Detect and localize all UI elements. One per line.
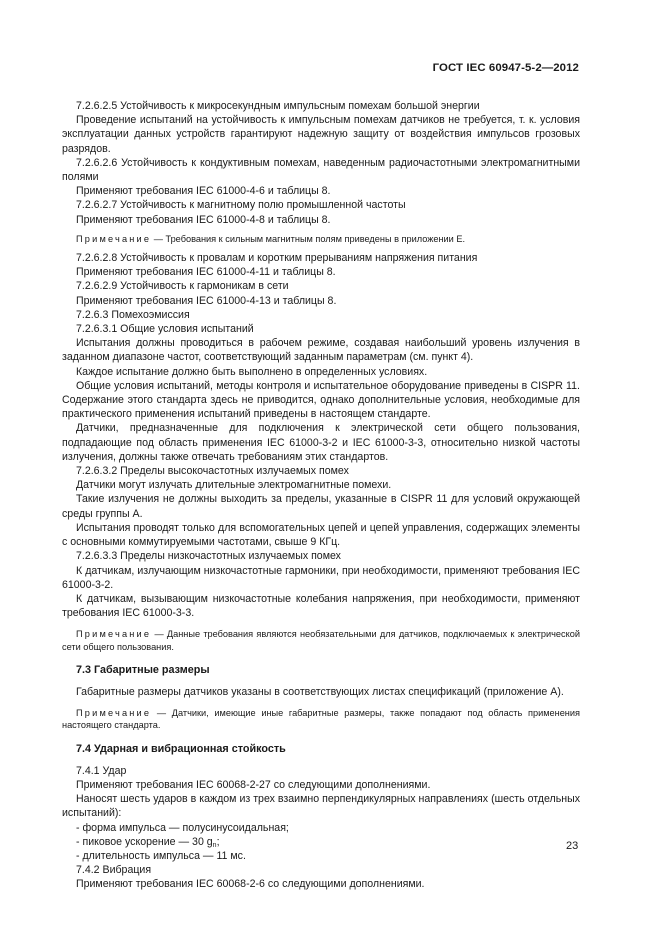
paragraph: Такие излучения не должны выходить за пределы, указанные в CISPR 11 для условий окружающей среды группы А. — [62, 493, 580, 520]
paragraph: Наносят шесть ударов в каждом из трех взаимно перпендикулярных направлениях (шесть отдельных испытаний): — [62, 793, 580, 820]
clause-heading: 7.2.6.2.9 Устойчивость к гармоникам в сети — [76, 280, 289, 293]
note-label: Примечание — [76, 233, 152, 244]
paragraph: Общие условия испытаний, методы контроля и испытательное оборудование приведены в CISPR 11. Содержание этого стандарта здесь не приводится, однако дополнительные условия, необходимые для практического применения испытаний приведены в настоящем стандарте. — [62, 379, 580, 421]
clause-heading: 7.2.6.2.8 Устойчивость к провалам и коротким прерываниям напряжения питания — [76, 252, 478, 265]
paragraph: К датчикам, вызывающим низкочастотные колебания напряжения, при необходимости, применяют требования IEC 61000-3-3. — [62, 592, 580, 620]
clause-heading: 7.2.6.3.3 Пределы низкочастотных излучаемых помех — [76, 550, 341, 563]
paragraph: Габаритные размеры датчиков указаны в соответствующих листах спецификаций (приложение А). — [76, 685, 564, 698]
paragraph: Испытания проводят только для вспомогательных цепей и цепей управления, содержащих элементы с основными коммутируемыми частотами, свыше 9 КГц. — [62, 521, 580, 549]
standard-header: ГОСТ IEC 60947-5-2—2012 — [432, 62, 579, 74]
paragraph: Применяют требования IEC 61000-4-13 и таблицы 8. — [76, 294, 337, 307]
list-item-text: - пиковое ускорение — 30 g — [76, 835, 213, 848]
clause-heading: 7.2.6.2.6 Устойчивость к кондуктивным помехам, наведенным радиочастотными электромагнитными полями — [62, 156, 580, 184]
clause-heading: 7.2.6.3.2 Пределы высокочастотных излучаемых помех — [76, 465, 349, 478]
paragraph: Применяют требования IEC 61000-4-8 и таблицы 8. — [76, 213, 331, 226]
note-text: — Датчики, имеющие иные габаритные размеры, также попадают под область применения настоящего стандарта. — [62, 708, 580, 731]
note-label: Примечание — [76, 629, 152, 640]
clause-heading: 7.2.6.3.1 Общие условия испытаний — [76, 323, 254, 336]
page-number: 23 — [566, 840, 579, 852]
clause-heading: 7.2.6.3 Помехоэмиссия — [76, 308, 190, 321]
note-text: — Данные требования являются необязательными для датчиков, подключаемых к электрической сети общего пользования. — [62, 629, 580, 652]
subscript: n — [212, 841, 217, 849]
document-body — [62, 99, 580, 892]
paragraph: Применяют требования IEC 60068-2-6 со следующими дополнениями. — [76, 878, 425, 891]
clause-heading: 7.4.2 Вибрация — [76, 864, 152, 877]
paragraph: Применяют требования IEC 61000-4-11 и таблицы 8. — [76, 266, 336, 279]
list-item-text: ; — [216, 835, 220, 848]
paragraph: Датчики, предназначенные для подключения к электрической сети общего пользования, подпадающие под область применения IEC 61000-3-2 и IEC 61000-3-3, относительно низкой частоты излучения, должны также отвечать требованиям этих стандартов. — [62, 422, 580, 463]
paragraph: Проведение испытаний на устойчивость к импульсным помехам датчиков не требуется, т. к. условия эксплуатации данных устройств гарантируют надежную защиту от воздействия импульсов грозовых разрядов. — [62, 114, 580, 155]
paragraph: К датчикам, излучающим низкочастотные гармоники, при необходимости, применяют требования IEC 61000-3-2. — [62, 564, 580, 591]
paragraph: Каждое испытание должно быть выполнено в определенных условиях. — [76, 365, 428, 378]
paragraph: Применяют требования IEC 60068-2-27 со следующими дополнениями. — [76, 778, 431, 791]
clause-heading: 7.4.1 Удар — [76, 764, 127, 777]
section-heading: 7.3 Габаритные размеры — [76, 663, 210, 676]
clause-heading: 7.2.6.2.5 Устойчивость к микросекундным импульсным помехам большой энергии — [76, 100, 480, 112]
note-text: — Требования к сильным магнитным полям приведены в приложении Е. — [151, 233, 466, 244]
list-item: - длительность импульса — 11 мс. — [76, 849, 246, 862]
clause-heading: 7.2.6.2.7 Устойчивость к магнитному полю промышленной частоты — [76, 199, 406, 212]
paragraph: Применяют требования IEC 61000-4-6 и таблицы 8. — [76, 185, 331, 198]
paragraph: Испытания должны проводиться в рабочем режиме, создавая наибольший уровень излучения в заданном диапазоне частот, соответствующий заданным параметрам (см. пункт 4). — [62, 337, 580, 364]
note-label: Примечание — [76, 708, 152, 719]
note — [62, 233, 580, 245]
section-heading: 7.4 Ударная и вибрационная стойкость — [76, 742, 286, 755]
list-item: - форма импульса — полусинусоидальная; — [76, 821, 289, 834]
list-item — [62, 835, 580, 849]
note — [62, 707, 580, 731]
note — [62, 628, 580, 652]
paragraph: Датчики могут излучать длительные электромагнитные помехи. — [76, 479, 392, 492]
